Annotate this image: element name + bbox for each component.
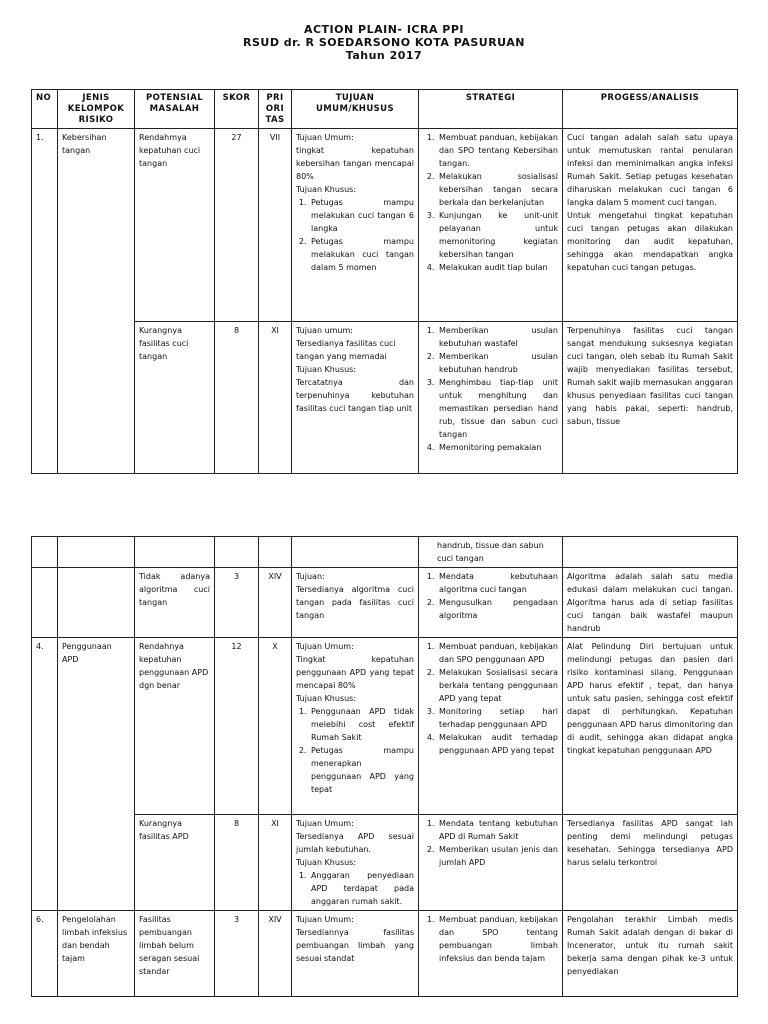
col-header-jenis: JENIS KELOMPOK RISIKO [58,90,135,129]
strategy-list [423,817,558,869]
list-item: 1. Mendata tentang kebutuhan APD di Rumah Sakit [437,817,558,843]
list-item: 4. Melakukan audit tiap bulan [437,261,558,274]
progress-cell: Algoritma adalah salah satu media edukasi dalam melakukan cuci tangan. Algoritma harus ada di setiap fasilitas cuci tangan baik wastafel maupun handrub [563,568,738,638]
objective-cell [292,911,419,997]
row-number: 1. [32,129,58,474]
general-objective-label: Tujuan Umum: [296,915,354,924]
list-item: 1. Membuat panduan, kebijakan dan SPO tentang Kebersihan tangan. [437,131,558,170]
table-row [32,322,738,474]
strategy-list [423,131,558,274]
priority [259,537,292,568]
list-item: 1. Penggunaan APD tidak melebihi cost efektif Rumah Sakit [309,705,414,744]
strategy-cell [419,638,563,815]
document-title-line3: Tahun 2017 [345,49,423,62]
row-number: 4. [32,638,58,911]
priority: XIV [259,911,292,997]
specific-objective-label: Tujuan Khusus: [296,185,357,194]
progress-cell: Pengolahan terakhir Limbah medis Rumah Sakit adalah dengan di bakar di Incenerator, untuk itu rumah sakit bekerja sama dengan pihak ke-3 untuk penyediakan [563,911,738,997]
specific-objective: Tercatatnya dan terpenuhinya kebutuhan fasilitas cuci tangan tiap unit [296,378,414,413]
progress-paragraph: Cuci tangan adalah salah satu upaya untuk memutuskan rantai penularan infeksi dan meminimalkan angka infeksi Rumah Sakit. Setiap petugas kesehatan diharuskan melakukan cuci tangan 6 langka dalam 5 moment cuci tangan. [567,133,733,207]
list-item: 1. Petugas mampu melakukan cuci tangan 6 langka [309,196,414,235]
general-objective: Tingkat kepatuhan penggunaan APD yang tepat mencapai 80% [296,655,414,690]
score: 3 [215,568,259,638]
priority: XI [259,815,292,911]
action-plan-table-page2 [31,536,738,997]
progress-cell: Alat Pelindung Diri bertujuan untuk melindungi petugas dan pasien dari risiko kontaminasi silang. Penggunaan APD harus efektif , tepat, dan hanya untuk satu pasien, sehingga cost efektif dapat di perhitungkan. Kepatuhan penggunaan APD harus dimonitoring dan di audit, sehingga akan didapat angka tingkat kepatuhan penggunaan APD [563,638,738,815]
score: 8 [215,815,259,911]
list-item: 2. Petugas mampu menerapkan penggunaan APD yang tepat [309,744,414,796]
strategy-cell [419,537,563,568]
general-objective: Tersediannya fasilitas pembuangan limbah yang sesuai standat [296,928,414,963]
col-header-tujuan: TUJUAN UMUM/KHUSUS [292,90,419,129]
objective-cell [292,815,419,911]
risk-group [58,568,135,638]
col-header-skor: SKOR [215,90,259,129]
score [215,537,259,568]
col-header-progress: PROGESS/ANALISIS [563,90,738,129]
list-item: 4. Memonitoring pemakaian [437,441,558,454]
progress-cell [563,129,738,322]
list-item: 3. Kunjungan ke unit-unit pelayanan untuk memonitoring kegiatan kebersihan tangan [437,209,558,261]
list-item: 3. Monitoring setiap hari terhadap penggunaan APD [437,705,558,731]
specific-objective-label: Tujuan Khusus: [296,694,357,703]
list-item: 2. Memberikan usulan jenis dan jumlah APD [437,843,558,869]
risk-group: Pengelolahan limbah infeksius dan bendah tajam [58,911,135,997]
strategy-cell [419,129,563,322]
page-break [0,478,768,536]
objective-cell [292,568,419,638]
score: 8 [215,322,259,474]
row-number: 6. [32,911,58,997]
potential-problem: Rendahnya kepatuhan penggunaan APD dgn benar [135,638,215,815]
list-item: 1. Memberikan usulan kebutuhan wastafel [437,324,558,350]
potential-problem [135,537,215,568]
objective-cell [292,638,419,815]
document-title-line1: ACTION PLAIN- ICRA PPI [303,23,465,36]
action-plan-table-page1 [31,89,738,474]
objective-cell [292,537,419,568]
potential-problem: Kurangnya fasilitas APD [135,815,215,911]
strategy-continued: handrub, tissue dan sabun cuci tangan [437,541,544,563]
objective-cell [292,129,419,322]
row-number [32,568,58,638]
list-item: 4. Melakukan audit terhadap penggunaan APD yang tepat [437,731,558,757]
specific-objective-list [296,196,414,274]
strategy-list [423,570,558,622]
risk-group: Kebersihan tangan [58,129,135,474]
potential-problem: Kurangnya fasilitas cuci tangan [135,322,215,474]
list-item: 3. Menghimbau tiap-tiap unit untuk menghitung dan memastikan persedian hand rub, tissue dan sabun cuci tangan [437,376,558,441]
row-number [32,537,58,568]
progress-cell [563,537,738,568]
specific-objective-list [296,705,414,796]
table-row [32,568,738,638]
strategy-list [423,913,558,965]
risk-group [58,537,135,568]
list-item: 2. Melakukan Sosialisasi secara berkala tentang penggunaan APD yang tepat [437,666,558,705]
priority: VII [259,129,292,322]
score: 12 [215,638,259,815]
progress-cell: Tersedianya fasilitas APD sangat lah penting demi melindungi petugas kesehatan. Sehingga tersedianya APD harus selalu terkontrol [563,815,738,911]
general-objective: Tersedianya fasilitas cuci tangan yang memadai [296,339,396,361]
col-header-prioritas: PRI ORI TAS [259,90,292,129]
general-objective: tingkat kepatuhan kebersihan tangan mencapai 80% [296,146,414,181]
potential-problem: Rendahmya kepatuhan cuci tangan [135,129,215,322]
col-header-potensial: POTENSIAL MASALAH [135,90,215,129]
strategy-list [423,324,558,454]
priority: XIV [259,568,292,638]
general-objective-label: Tujuan umum: [296,326,353,335]
specific-objective-list [296,869,414,908]
list-item: 1. Anggaran penyediaan APD terdapat pada anggaran rumah sakit. [309,869,414,908]
list-item: 2. Mengusulkan pengadaan algoritma [437,596,558,622]
document-title-line2: RSUD dr. R SOEDARSONO KOTA PASURUAN [243,36,525,49]
table-row [32,129,738,322]
general-objective: Tersedianya APD sesuai jumlah kebutuhan. [296,832,414,854]
col-header-strategi: STRATEGI [419,90,563,129]
specific-objective-label: Tujuan Khusus: [296,365,357,374]
table-row [32,911,738,997]
potential-problem: Tidak adanya algoritma cuci tangan [135,568,215,638]
list-item: 2. Melakukan sosialisasi kebersihan tangan secara berkala dan berkelanjutan [437,170,558,209]
table-row [32,638,738,815]
score: 3 [215,911,259,997]
list-item: 1. Membuat panduan, kebijakan dan SPO tentang pembuangan limbah infeksius dan benda tajam [437,913,558,965]
list-item: 2. Petugas mampu melakukan cuci tangan dalam 5 momen [309,235,414,274]
general-objective-label: Tujuan Umum: [296,819,354,828]
objective-cell [292,322,419,474]
risk-group: Penggunaan APD [58,638,135,911]
score: 27 [215,129,259,322]
potential-problem: Fasilitas pembuangan limbah belum seragan sesuai standar [135,911,215,997]
objective: Tersedianya algoritma cuci tangan pada fasilitas cuci tangan [296,585,414,620]
col-header-no: NO [32,90,58,129]
strategy-cell [419,322,563,474]
table-row-continued [32,537,738,568]
list-item: 1. Membuat panduan, kebijakan dan SPO penggunaan APD [437,640,558,666]
objective-label: Tujuan: [296,572,325,581]
strategy-cell [419,568,563,638]
strategy-list [423,640,558,757]
strategy-cell [419,815,563,911]
list-item: 1. Mendata kebutuhaan algoritma cuci tangan [437,570,558,596]
general-objective-label: Tujuan Umum: [296,133,354,142]
priority: XI [259,322,292,474]
table-row [32,815,738,911]
general-objective-label: Tujuan Umum: [296,642,354,651]
priority: X [259,638,292,815]
specific-objective-label: Tujuan Khusus: [296,858,357,867]
progress-paragraph: Untuk mengetahui tingkat kepatuhan cuci tangan petugas akan dilakukan monitoring dan audit kepatuhan, sehingga akan mendapatkan angka kepatuhan cuci tangan petugas. [567,211,733,272]
strategy-cell [419,911,563,997]
list-item: 2. Memberikan usulan kebutuhan handrub [437,350,558,376]
progress-cell: Terpenuhinya fasilitas cuci tangan sangat mendukung suksesnya kegiatan cuci tangan, oleh sebab itu Rumah Sakit wajib menyediakan fasilitas tersebut, Rumah sakit wajib memasukan anggaran khusus penyediaan fasilitas cuci tangan yang habis pakai, seperti: handrub, sabun, tissue [563,322,738,474]
table-header-row [32,90,738,129]
